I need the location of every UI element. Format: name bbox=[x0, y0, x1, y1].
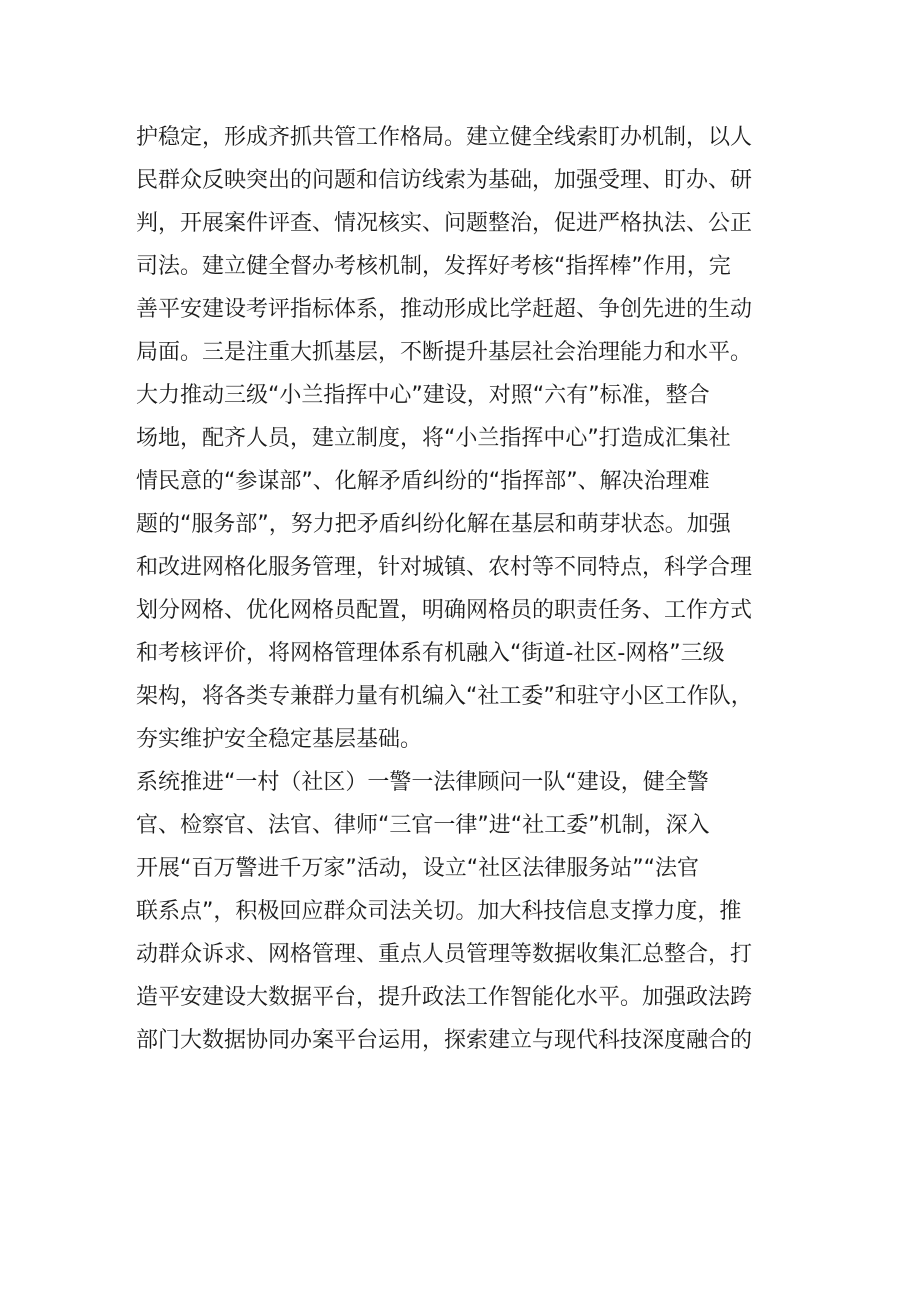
text-line: 善平安建设考评指标体系，推动形成比学赶超、争创先进的生动 bbox=[136, 297, 753, 322]
text-line: 司法。建立健全督办考核机制，发挥好考核“指挥棒”作用，完 bbox=[136, 254, 731, 279]
text-line: 大力推动三级“小兰指挥中心”建设，对照“六有”标准，整合 bbox=[136, 383, 710, 408]
text-line: 部门大数据协同办案平台运用，探索建立与现代科技深度融合的 bbox=[136, 1028, 753, 1053]
text-line: 题的“服务部”，努力把矛盾纠纷化解在基层和萌芽状态。加强 bbox=[136, 512, 731, 537]
text-line: 民群众反映突出的问题和信访线索为基础，加强受理、盯办、研 bbox=[136, 168, 753, 193]
text-line: 和改进网格化服务管理，针对城镇、农村等不同特点，科学合理 bbox=[136, 555, 753, 580]
text-line: 夯实维护安全稳定基层基础。 bbox=[136, 727, 423, 752]
text-line: 情民意的“参谋部”、化解矛盾纠纷的“指挥部”、解决治理难 bbox=[136, 469, 710, 494]
text-line: 判，开展案件评查、情况核实、问题整治，促进严格执法、公正 bbox=[136, 211, 753, 236]
text-line: 系统推进“一村（社区）一警一法律顾问一队“建设，健全警 bbox=[136, 770, 709, 795]
text-line: 联系点”，积极回应群众司法关切。加大科技信息支撑力度，推 bbox=[136, 899, 742, 924]
text-line: 护稳定，形成齐抓共管工作格局。建立健全线索盯办机制，以人 bbox=[136, 125, 753, 150]
text-line: 架构，将各类专兼群力量有机编入“社工委”和驻守小区工作队， bbox=[136, 684, 753, 709]
text-line: 官、检察官、法官、律师“三官一律”进“社工委”机制，深入 bbox=[136, 813, 710, 838]
text-line: 和考核评价，将网格管理体系有机融入“街道-社区-网格”三级 bbox=[136, 641, 725, 666]
text-line: 动群众诉求、网格管理、重点人员管理等数据收集汇总整合，打 bbox=[136, 942, 753, 967]
text-line: 划分网格、优化网格员配置，明确网格员的职责任务、工作方式 bbox=[136, 598, 753, 623]
text-line: 场地，配齐人员，建立制度，将“小兰指挥中心”打造成汇集社 bbox=[136, 426, 731, 451]
text-line: 开展“百万警进千万家”活动，设立“社区法律服务站”“法官 bbox=[136, 856, 699, 881]
text-line: 局面。三是注重大抓基层，不断提升基层社会治理能力和水平。 bbox=[136, 340, 753, 365]
text-line: 造平安建设大数据平台，提升政法工作智能化水平。加强政法跨 bbox=[136, 985, 753, 1010]
